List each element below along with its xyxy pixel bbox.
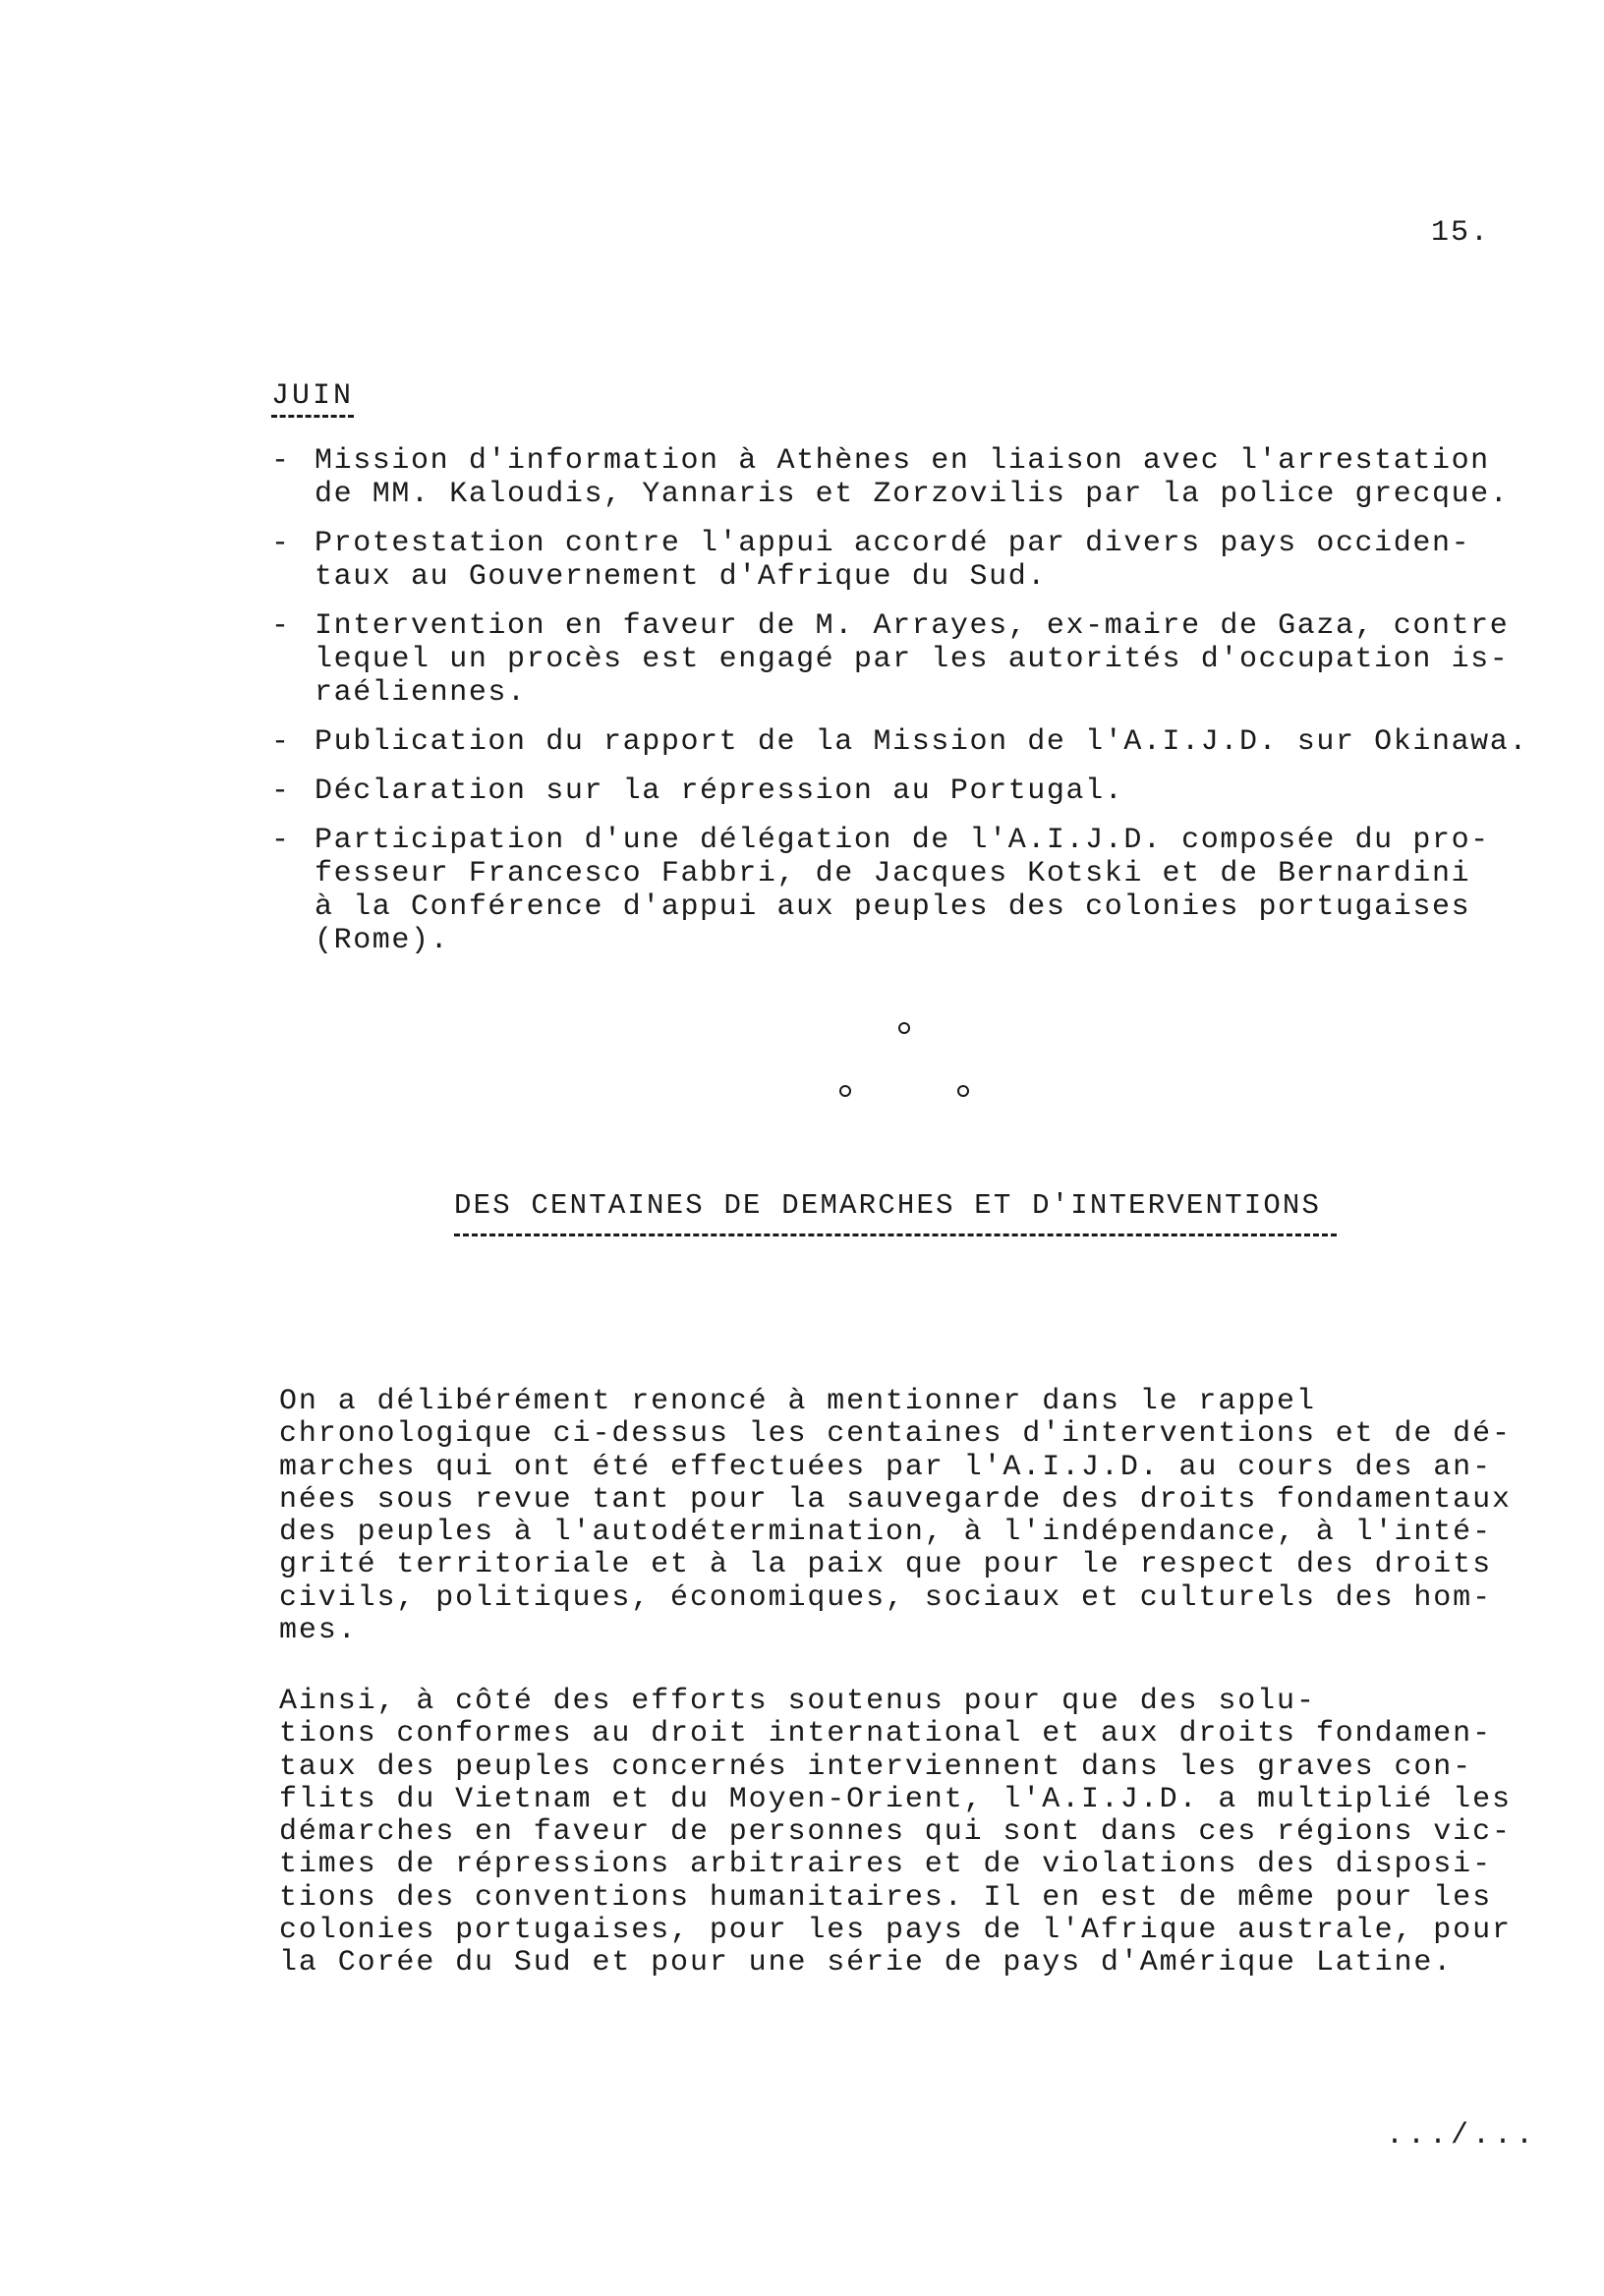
section-title: DES CENTAINES DE DEMARCHES ET D'INTERVENTIONS <box>454 1189 1322 1222</box>
list-item <box>271 609 1578 710</box>
body-paragraph: On a délibérément renoncé à mentionner dans le rappel chronologique ci-dessus les centaines d'interventions et de dé- marches qui ont été effectuées par l'A.I.J.D. au cours des an- nées sous revue tant pour la sauvegarde des droits fondamentaux des peuples à l'autodétermination, à l'indépendance, à l'inté- grité territoriale et à la paix que pour le respect des droits civils, politiques, économiques, sociaux et culturels des hom- mes. <box>279 1385 1512 1648</box>
list-item <box>271 775 1578 808</box>
separator-dot <box>957 1085 969 1097</box>
continuation-mark: .../... <box>1386 2119 1538 2152</box>
title-underline <box>454 1234 1337 1236</box>
entry-text: Publication du rapport de la Mission de l'A.I.J.D. sur Okinawa. <box>315 725 1528 759</box>
list-item <box>271 725 1578 759</box>
list-item <box>271 444 1578 511</box>
entry-list <box>271 444 1578 973</box>
list-dash: - <box>271 725 291 759</box>
list-dash: - <box>271 444 291 478</box>
list-dash: - <box>271 775 291 808</box>
page-number: 15. <box>1431 216 1491 250</box>
list-dash: - <box>271 609 291 643</box>
entry-text: Participation d'une délégation de l'A.I.J.D. composée du pro- fesseur Francesco Fabbri, de Jacques Kotski et de Bernardini à la Conférence d'appui aux peuples des colonies portugaises (Rome). <box>315 824 1490 957</box>
body-paragraph: Ainsi, à côté des efforts soutenus pour que des solu- tions conformes au droit international et aux droits fondamen- taux des peuples concernés interviennent dans les graves con- flits du Vietnam et du Moyen-Orient, l'A.I.J.D. a multiplié les démarches en faveur de personnes qui sont dans ces régions vic- times de répressions arbitraires et de violations des disposi- tions des conventions humanitaires. Il en est de même pour les colonies portugaises, pour les pays de l'Afrique australe, pour la Corée du Sud et pour une série de pays d'Amérique Latine. <box>279 1685 1512 1980</box>
list-item <box>271 527 1578 594</box>
list-dash: - <box>271 824 291 857</box>
entry-text: Déclaration sur la répression au Portugal. <box>315 775 1124 808</box>
month-heading: JUIN <box>271 379 354 418</box>
entry-text: Mission d'information à Athènes en liaison avec l'arrestation de MM. Kaloudis, Yannaris et Zorzovilis par la police grecque. <box>315 444 1510 511</box>
separator-dot <box>898 1022 910 1034</box>
separator-dot <box>839 1085 851 1097</box>
list-dash: - <box>271 527 291 560</box>
entry-text: Protestation contre l'appui accordé par divers pays occiden- taux au Gouvernement d'Afrique du Sud. <box>315 527 1471 594</box>
list-item <box>271 824 1578 957</box>
entry-text: Intervention en faveur de M. Arrayes, ex-maire de Gaza, contre lequel un procès est engagé par les autorités d'occupation is- raéliennes. <box>315 609 1510 710</box>
